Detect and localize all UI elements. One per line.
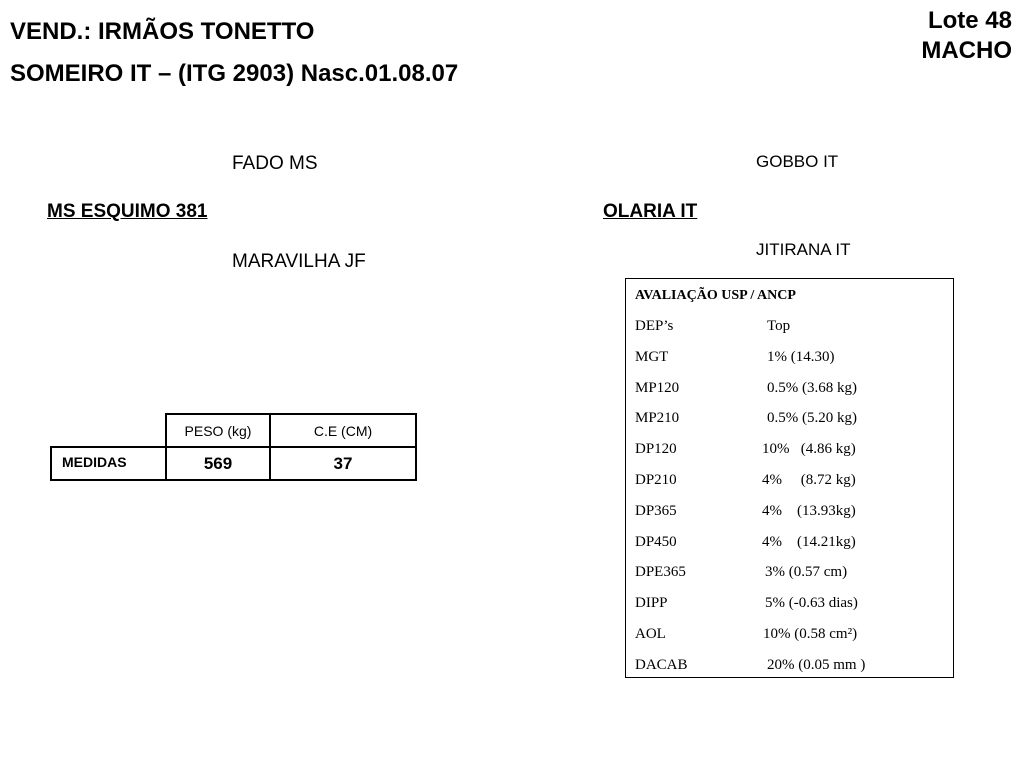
measures-table [50, 413, 417, 481]
row-medidas: MEDIDAS [51, 447, 166, 480]
sire-name: MS ESQUIMO 381 [47, 201, 208, 222]
evaluation-title: AVALIAÇÃO USP / ANCP [635, 288, 796, 303]
animal-title: SOMEIRO IT – (ITG 2903) Nasc.01.08.07 [10, 60, 459, 87]
col-ce: C.E (CM) [270, 414, 416, 447]
col-weight: PESO (kg) [166, 414, 270, 447]
evaluation-value: 0.5% (5.20 kg) [767, 410, 857, 427]
evaluation-label: DP450 [635, 533, 677, 550]
evaluation-value: 4% (8.72 kg) [762, 472, 856, 488]
evaluation-label: DEP’s [635, 318, 674, 334]
evaluation-box [625, 278, 954, 678]
evaluation-label: MP120 [635, 379, 680, 396]
seller-title: VEND.: IRMÃOS TONETTO [10, 18, 315, 45]
ce-value: 37 [270, 447, 416, 480]
dam-father: GOBBO IT [756, 152, 839, 171]
evaluation-label: DP365 [635, 502, 677, 519]
measures-corner [51, 414, 166, 447]
evaluation-label: DACAB [635, 656, 688, 673]
evaluation-label: DIPP [635, 595, 668, 612]
evaluation-value: 4% (13.93kg) [762, 502, 856, 519]
evaluation-label: AOL [635, 626, 666, 642]
lot-block [921, 6, 1012, 66]
evaluation-value: 10% (4.86 kg) [762, 441, 856, 458]
evaluation-label: DP210 [635, 472, 677, 488]
sex-label: MACHO [921, 37, 1012, 64]
evaluation-label: DP120 [635, 441, 677, 458]
lot-number: Lote 48 [927, 7, 1012, 34]
evaluation-label: MGT [635, 348, 669, 365]
evaluation-value: 5% (-0.63 dias) [765, 595, 858, 612]
evaluation-value: 0.5% (3.68 kg) [767, 379, 857, 396]
evaluation-label: DPE365 [635, 564, 686, 581]
evaluation-value: 10% (0.58 cm²) [763, 626, 858, 642]
sire-mother: MARAVILHA JF [232, 251, 366, 272]
evaluation-value: 20% (0.05 mm ) [767, 656, 866, 673]
evaluation-value: Top [767, 318, 791, 334]
evaluation-value: 1% (14.30) [767, 348, 835, 365]
dam-name: OLARIA IT [603, 201, 698, 222]
evaluation-label: MP210 [635, 410, 680, 427]
evaluation-value: 3% (0.57 cm) [765, 564, 848, 581]
evaluation-value: 4% (14.21kg) [762, 533, 856, 550]
sire-father: FADO MS [232, 153, 318, 174]
dam-mother: JITIRANA IT [756, 240, 851, 259]
weight-value: 569 [166, 447, 270, 480]
